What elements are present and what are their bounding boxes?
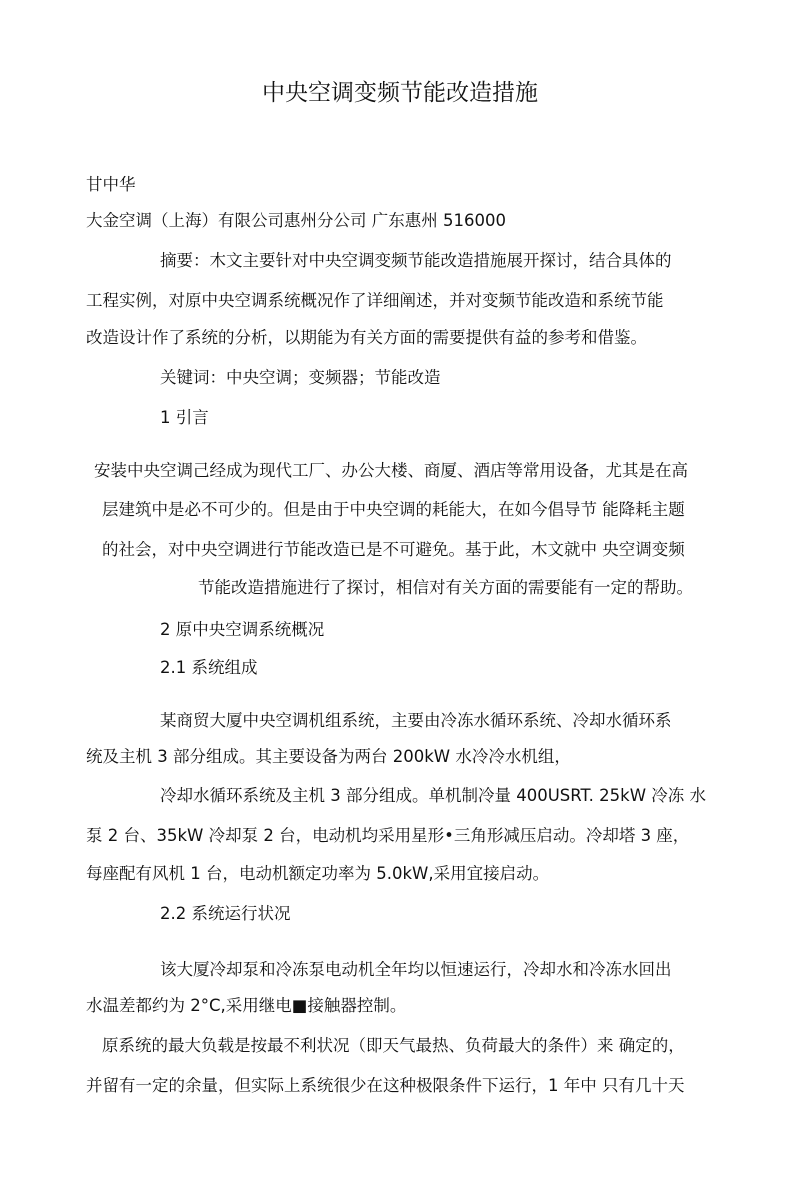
section-heading: 2 原中央空调系统概况 (160, 620, 325, 639)
paragraph-line: 冷却水循环系统及主机 3 部分组成。单机制冷量 400USRT. 25kW 冷冻 水 (160, 786, 707, 805)
keywords: 关键词：中央空调；变频器；节能改造 (160, 368, 441, 387)
paragraph-line: 并留有一定的余量，但实际上系统很少在这种极限条件下运行，1 年中 只有几十天 (86, 1076, 685, 1095)
abstract-line: 摘要：木文主要针对中央空调变频节能改造措施展开探讨，结合具体的 (160, 251, 672, 270)
paragraph-line: 安装中央空调己经成为现代工厂、办公大楼、商厦、酒店等常用设备，尤其是在高 (94, 461, 688, 480)
abstract-line: 工程实例，对原中央空调系统概况作了详细阐述，并对变频节能改造和系统节能 (86, 291, 664, 310)
abstract-line: 改造设计作了系统的分析，以期能为有关方面的需要提供有益的参考和借鉴。 (86, 328, 647, 347)
paragraph-line: 节能改造措施进行了探讨，相信对有关方面的需要能有一定的帮助。 (198, 578, 693, 597)
paragraph-line: 每座配有风机 1 台，电动机额定功率为 5.0kW,采用宜接启动。 (86, 864, 550, 883)
paragraph-line: 原系统的最大负载是按最不利状况（即天气最热、负荷最大的条件）来 确定的， (102, 1036, 685, 1055)
paragraph-line: 统及主机 3 部分组成。其主要设备为两台 200kW 水冷冷水机组， (86, 747, 571, 766)
paragraph-line: 层建筑中是必不可少的。但是由于中央空调的耗能大，在如今倡导节 能降耗主题 (102, 500, 685, 519)
author-name: 甘中华 (86, 175, 136, 194)
author-affiliation: 大金空调（上海）有限公司惠州分公司 广东惠州 516000 (86, 211, 506, 230)
paragraph-line: 的社会，对中央空调进行节能改造已是不可避免。基于此，木文就中 央空调变频 (102, 540, 685, 559)
section-heading: 1 引言 (160, 408, 209, 427)
subsection-heading: 2.1 系统组成 (160, 658, 258, 677)
paragraph-line: 该大厦冷却泵和冷冻泵电动机全年均以恒速运行，冷却水和冷冻水回出 (160, 960, 672, 979)
paragraph-line: 泵 2 台、35kW 冷却泵 2 台，电动机均采用星形•三角形减压启动。冷却塔 3 座， (86, 826, 690, 845)
paragraph-line: 某商贸大厦中央空调机组系统，主要由冷冻水循环系统、冷却水循环系 (160, 711, 672, 730)
paragraph-line: 水温差都约为 2°C,采用继电■接触器控制。 (86, 996, 407, 1015)
document-title: 中央空调变频节能改造措施 (262, 80, 538, 106)
subsection-heading: 2.2 系统运行状况 (160, 904, 291, 923)
